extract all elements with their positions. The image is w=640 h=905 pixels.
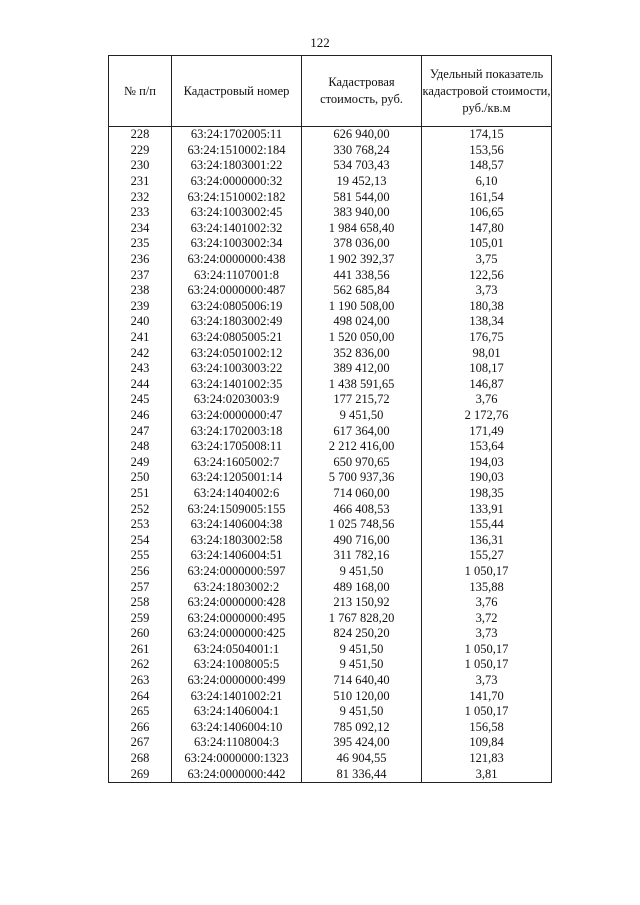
cell-num: 242 (109, 345, 172, 361)
cell-num: 244 (109, 377, 172, 393)
cell-cadastral-value: 824 250,20 (302, 626, 422, 642)
cell-cadastral-value: 5 700 937,36 (302, 470, 422, 486)
table-row (109, 673, 552, 689)
table-row (109, 439, 552, 455)
cell-specific-indicator: 135,88 (422, 579, 552, 595)
cell-cadastral-value: 510 120,00 (302, 688, 422, 704)
cell-num: 237 (109, 267, 172, 283)
cell-specific-indicator: 138,34 (422, 314, 552, 330)
cell-specific-indicator: 1 050,17 (422, 704, 552, 720)
cell-num: 230 (109, 158, 172, 174)
cell-cadastral-number: 63:24:1510002:184 (172, 143, 302, 159)
cell-cadastral-number: 63:24:0000000:1323 (172, 751, 302, 767)
table-row (109, 486, 552, 502)
cell-num: 235 (109, 236, 172, 252)
cell-specific-indicator: 155,27 (422, 548, 552, 564)
table-row (109, 735, 552, 751)
table-row (109, 423, 552, 439)
cell-specific-indicator: 1 050,17 (422, 657, 552, 673)
cell-cadastral-number: 63:24:0000000:428 (172, 595, 302, 611)
cell-num: 246 (109, 408, 172, 424)
cadastral-table (108, 55, 552, 783)
cell-num: 234 (109, 221, 172, 237)
cell-num: 239 (109, 299, 172, 315)
cell-cadastral-value: 389 412,00 (302, 361, 422, 377)
cell-cadastral-number: 63:24:1510002:182 (172, 189, 302, 205)
cell-cadastral-value: 19 452,13 (302, 174, 422, 190)
table-row (109, 688, 552, 704)
cell-cadastral-number: 63:24:1108004:3 (172, 735, 302, 751)
cell-specific-indicator: 105,01 (422, 236, 552, 252)
cell-specific-indicator: 106,65 (422, 205, 552, 221)
cell-specific-indicator: 190,03 (422, 470, 552, 486)
cell-specific-indicator: 147,80 (422, 221, 552, 237)
cell-specific-indicator: 3,75 (422, 252, 552, 268)
cell-cadastral-value: 311 782,16 (302, 548, 422, 564)
table-row (109, 470, 552, 486)
cell-cadastral-number: 63:24:1003003:22 (172, 361, 302, 377)
cell-num: 241 (109, 330, 172, 346)
cell-num: 267 (109, 735, 172, 751)
cell-specific-indicator: 133,91 (422, 501, 552, 517)
cell-specific-indicator: 3,76 (422, 595, 552, 611)
cell-cadastral-value: 9 451,50 (302, 408, 422, 424)
table-row (109, 299, 552, 315)
cell-cadastral-value: 466 408,53 (302, 501, 422, 517)
cell-cadastral-value: 1 984 658,40 (302, 221, 422, 237)
cell-specific-indicator: 156,58 (422, 720, 552, 736)
cell-cadastral-value: 352 836,00 (302, 345, 422, 361)
table-row (109, 189, 552, 205)
table-row (109, 127, 552, 143)
cell-specific-indicator: 3,76 (422, 392, 552, 408)
cell-num: 268 (109, 751, 172, 767)
cell-cadastral-value: 1 438 591,65 (302, 377, 422, 393)
cell-specific-indicator: 148,57 (422, 158, 552, 174)
cell-num: 263 (109, 673, 172, 689)
table-row (109, 267, 552, 283)
cell-num: 243 (109, 361, 172, 377)
cell-num: 265 (109, 704, 172, 720)
cell-specific-indicator: 121,83 (422, 751, 552, 767)
cell-specific-indicator: 3,81 (422, 766, 552, 782)
table-row (109, 642, 552, 658)
table-row (109, 330, 552, 346)
cell-cadastral-value: 714 640,40 (302, 673, 422, 689)
cell-specific-indicator: 153,64 (422, 439, 552, 455)
header-cadastral-value: Кадастровая стоимость, руб. (302, 56, 422, 127)
cell-specific-indicator: 98,01 (422, 345, 552, 361)
cell-num: 245 (109, 392, 172, 408)
cell-cadastral-number: 63:24:1008005:5 (172, 657, 302, 673)
table-row (109, 392, 552, 408)
cell-cadastral-value: 81 336,44 (302, 766, 422, 782)
cell-cadastral-value: 9 451,50 (302, 564, 422, 580)
cell-num: 229 (109, 143, 172, 159)
cell-num: 256 (109, 564, 172, 580)
cell-num: 257 (109, 579, 172, 595)
cell-num: 236 (109, 252, 172, 268)
cell-cadastral-number: 63:24:0805006:19 (172, 299, 302, 315)
cell-cadastral-number: 63:24:1003002:45 (172, 205, 302, 221)
cell-num: 253 (109, 517, 172, 533)
cell-cadastral-value: 1 025 748,56 (302, 517, 422, 533)
cell-cadastral-value: 9 451,50 (302, 657, 422, 673)
cell-num: 248 (109, 439, 172, 455)
cell-specific-indicator: 155,44 (422, 517, 552, 533)
cell-cadastral-number: 63:24:1803002:2 (172, 579, 302, 595)
cell-cadastral-number: 63:24:1509005:155 (172, 501, 302, 517)
cell-specific-indicator: 174,15 (422, 127, 552, 143)
table-row (109, 595, 552, 611)
table-row (109, 236, 552, 252)
table-row (109, 361, 552, 377)
cell-cadastral-number: 63:24:0504001:1 (172, 642, 302, 658)
page-number: 122 (310, 35, 330, 50)
table-row (109, 221, 552, 237)
cell-cadastral-number: 63:24:1003002:34 (172, 236, 302, 252)
cell-cadastral-number: 63:24:0805005:21 (172, 330, 302, 346)
table-row (109, 532, 552, 548)
cell-num: 231 (109, 174, 172, 190)
table-header (109, 56, 552, 127)
cell-num: 228 (109, 127, 172, 143)
cell-specific-indicator: 3,73 (422, 673, 552, 689)
cell-cadastral-value: 714 060,00 (302, 486, 422, 502)
table-row (109, 205, 552, 221)
cell-specific-indicator: 161,54 (422, 189, 552, 205)
cell-cadastral-value: 2 212 416,00 (302, 439, 422, 455)
cell-cadastral-number: 63:24:0501002:12 (172, 345, 302, 361)
cell-cadastral-value: 1 767 828,20 (302, 610, 422, 626)
cell-num: 261 (109, 642, 172, 658)
cell-cadastral-number: 63:24:1406004:38 (172, 517, 302, 533)
table-row (109, 454, 552, 470)
cell-specific-indicator: 3,73 (422, 626, 552, 642)
cell-specific-indicator: 1 050,17 (422, 642, 552, 658)
cell-cadastral-value: 177 215,72 (302, 392, 422, 408)
cell-cadastral-value: 617 364,00 (302, 423, 422, 439)
cell-cadastral-value: 9 451,50 (302, 642, 422, 658)
cell-num: 250 (109, 470, 172, 486)
table-row (109, 626, 552, 642)
cell-num: 238 (109, 283, 172, 299)
header-num: № п/п (109, 56, 172, 127)
cell-num: 240 (109, 314, 172, 330)
cell-specific-indicator: 1 050,17 (422, 564, 552, 580)
table-row (109, 564, 552, 580)
cell-cadastral-number: 63:24:1803001:22 (172, 158, 302, 174)
cell-num: 247 (109, 423, 172, 439)
cell-num: 232 (109, 189, 172, 205)
header-row (109, 56, 552, 127)
table-row (109, 143, 552, 159)
cell-cadastral-number: 63:24:0000000:499 (172, 673, 302, 689)
cell-cadastral-value: 498 024,00 (302, 314, 422, 330)
cell-specific-indicator: 2 172,76 (422, 408, 552, 424)
table-row (109, 579, 552, 595)
cell-cadastral-value: 489 168,00 (302, 579, 422, 595)
table-row (109, 158, 552, 174)
cell-cadastral-value: 626 940,00 (302, 127, 422, 143)
cell-num: 258 (109, 595, 172, 611)
header-cadastral-number: Кадастровый номер (172, 56, 302, 127)
cell-specific-indicator: 198,35 (422, 486, 552, 502)
table-row (109, 720, 552, 736)
cell-cadastral-number: 63:24:0203003:9 (172, 392, 302, 408)
cell-specific-indicator: 180,38 (422, 299, 552, 315)
cell-cadastral-value: 1 520 050,00 (302, 330, 422, 346)
cell-cadastral-number: 63:24:1406004:10 (172, 720, 302, 736)
cell-cadastral-value: 490 716,00 (302, 532, 422, 548)
cell-cadastral-number: 63:24:0000000:425 (172, 626, 302, 642)
cell-specific-indicator: 122,56 (422, 267, 552, 283)
cell-cadastral-value: 1 190 508,00 (302, 299, 422, 315)
cell-cadastral-value: 9 451,50 (302, 704, 422, 720)
table-row (109, 345, 552, 361)
cell-specific-indicator: 3,72 (422, 610, 552, 626)
table-row (109, 517, 552, 533)
cell-num: 249 (109, 454, 172, 470)
cell-cadastral-number: 63:24:1803002:58 (172, 532, 302, 548)
table-row (109, 610, 552, 626)
cell-cadastral-value: 46 904,55 (302, 751, 422, 767)
table-row (109, 314, 552, 330)
cell-cadastral-number: 63:24:1404002:6 (172, 486, 302, 502)
cell-cadastral-value: 1 902 392,37 (302, 252, 422, 268)
cell-cadastral-value: 650 970,65 (302, 454, 422, 470)
table-row (109, 283, 552, 299)
cell-cadastral-number: 63:24:1803002:49 (172, 314, 302, 330)
cell-num: 262 (109, 657, 172, 673)
cell-cadastral-number: 63:24:1406004:1 (172, 704, 302, 720)
cell-cadastral-value: 395 424,00 (302, 735, 422, 751)
cell-cadastral-number: 63:24:1705008:11 (172, 439, 302, 455)
cell-cadastral-number: 63:24:0000000:597 (172, 564, 302, 580)
table-row (109, 174, 552, 190)
cell-cadastral-value: 213 150,92 (302, 595, 422, 611)
cell-cadastral-number: 63:24:1205001:14 (172, 470, 302, 486)
cell-cadastral-number: 63:24:0000000:495 (172, 610, 302, 626)
cell-cadastral-value: 581 544,00 (302, 189, 422, 205)
cell-specific-indicator: 141,70 (422, 688, 552, 704)
header-specific-indicator: Удельный показатель кадастровой стоимости, руб./кв.м (422, 56, 552, 127)
cell-specific-indicator: 6,10 (422, 174, 552, 190)
cell-cadastral-value: 330 768,24 (302, 143, 422, 159)
cell-specific-indicator: 108,17 (422, 361, 552, 377)
table-row (109, 252, 552, 268)
cell-cadastral-number: 63:24:1605002:7 (172, 454, 302, 470)
table-row (109, 704, 552, 720)
cell-cadastral-number: 63:24:1401002:35 (172, 377, 302, 393)
table-row (109, 377, 552, 393)
cell-cadastral-number: 63:24:0000000:47 (172, 408, 302, 424)
cell-cadastral-number: 63:24:1406004:51 (172, 548, 302, 564)
cell-specific-indicator: 146,87 (422, 377, 552, 393)
cell-specific-indicator: 176,75 (422, 330, 552, 346)
cell-num: 233 (109, 205, 172, 221)
cell-cadastral-value: 378 036,00 (302, 236, 422, 252)
cell-num: 255 (109, 548, 172, 564)
cell-specific-indicator: 153,56 (422, 143, 552, 159)
table-row (109, 408, 552, 424)
cell-cadastral-number: 63:24:1702005:11 (172, 127, 302, 143)
table-row (109, 657, 552, 673)
cell-cadastral-number: 63:24:0000000:487 (172, 283, 302, 299)
cell-cadastral-value: 441 338,56 (302, 267, 422, 283)
cell-specific-indicator: 136,31 (422, 532, 552, 548)
cell-num: 266 (109, 720, 172, 736)
cell-cadastral-number: 63:24:0000000:442 (172, 766, 302, 782)
table-row (109, 766, 552, 782)
table-row (109, 751, 552, 767)
cell-num: 260 (109, 626, 172, 642)
cell-specific-indicator: 3,73 (422, 283, 552, 299)
cell-num: 269 (109, 766, 172, 782)
table-body (109, 127, 552, 783)
cell-num: 251 (109, 486, 172, 502)
cell-cadastral-value: 534 703,43 (302, 158, 422, 174)
cell-cadastral-value: 785 092,12 (302, 720, 422, 736)
cell-cadastral-number: 63:24:0000000:438 (172, 252, 302, 268)
cell-cadastral-number: 63:24:0000000:32 (172, 174, 302, 190)
cell-specific-indicator: 109,84 (422, 735, 552, 751)
cell-cadastral-number: 63:24:1401002:21 (172, 688, 302, 704)
cell-cadastral-number: 63:24:1401002:32 (172, 221, 302, 237)
cell-num: 254 (109, 532, 172, 548)
cell-num: 259 (109, 610, 172, 626)
cell-num: 252 (109, 501, 172, 517)
cell-cadastral-number: 63:24:1107001:8 (172, 267, 302, 283)
cell-specific-indicator: 171,49 (422, 423, 552, 439)
table-row (109, 548, 552, 564)
cell-cadastral-number: 63:24:1702003:18 (172, 423, 302, 439)
cell-cadastral-value: 383 940,00 (302, 205, 422, 221)
cell-num: 264 (109, 688, 172, 704)
cell-cadastral-value: 562 685,84 (302, 283, 422, 299)
table-row (109, 501, 552, 517)
cell-specific-indicator: 194,03 (422, 454, 552, 470)
